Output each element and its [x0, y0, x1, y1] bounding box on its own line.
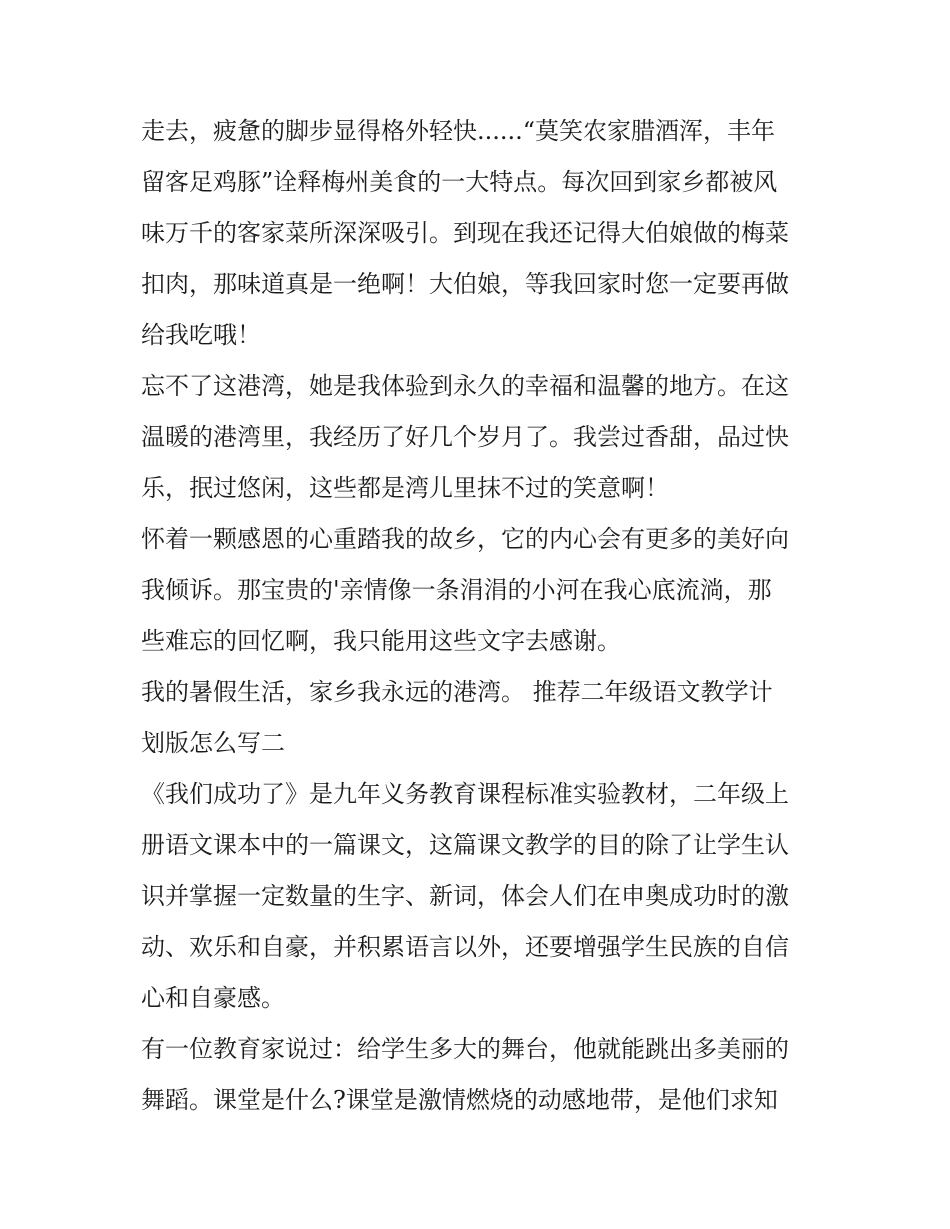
text-line: 划版怎么写二	[141, 729, 285, 757]
text-line: 走去，疲惫的脚步显得格外轻快......“莫笑农家腊酒浑，丰年	[141, 117, 776, 145]
text-line: 扣肉，那味道真是一绝啊！大伯娘，等我回家时您一定要再做	[141, 270, 789, 298]
text-line: 忘不了这港湾，她是我体验到永久的幸福和温馨的地方。在这	[141, 372, 789, 400]
text-line: 《我们成功了》是九年义务教育课程标准实验教材，二年级上	[141, 780, 789, 808]
text-line: 些难忘的回忆啊，我只能用这些文字去感谢。	[141, 627, 621, 655]
text-line: 留客足鸡豚”诠释梅州美食的一大特点。每次回到家乡都被风	[141, 168, 778, 196]
text-line: 温暖的港湾里，我经历了好几个岁月了。我尝过香甜，品过快	[141, 423, 789, 451]
text-line: 动、欢乐和自豪，并积累语言以外，还要增强学生民族的自信	[141, 933, 789, 961]
text-line: 我倾诉。那宝贵的'亲情像一条涓涓的小河在我心底流淌，那	[141, 576, 772, 604]
text-line: 味万千的客家菜所深深吸引。到现在我还记得大伯娘做的梅菜	[141, 219, 789, 247]
text-line: 册语文课本中的一篇课文，这篇课文教学的目的除了让学生认	[141, 831, 789, 859]
text-line: 乐，抿过悠闲，这些都是湾儿里抹不过的笑意啊！	[141, 474, 669, 502]
text-line: 有一位教育家说过：给学生多大的舞台，他就能跳出多美丽的	[141, 1035, 789, 1063]
text-line: 怀着一颗感恩的心重踏我的故乡，它的内心会有更多的美好向	[141, 525, 789, 553]
text-line: 心和自豪感。	[141, 984, 285, 1012]
text-line: 舞蹈。课堂是什么?课堂是激情燃烧的动感地带，是他们求知	[141, 1086, 778, 1114]
text-line: 给我吃哦！	[141, 321, 261, 349]
document-body	[141, 106, 816, 1126]
text-line: 我的暑假生活，家乡我永远的港湾。 推荐二年级语文教学计	[141, 678, 773, 706]
text-line: 识并掌握一定数量的生字、新词，体会人们在申奥成功时的激	[141, 882, 789, 910]
